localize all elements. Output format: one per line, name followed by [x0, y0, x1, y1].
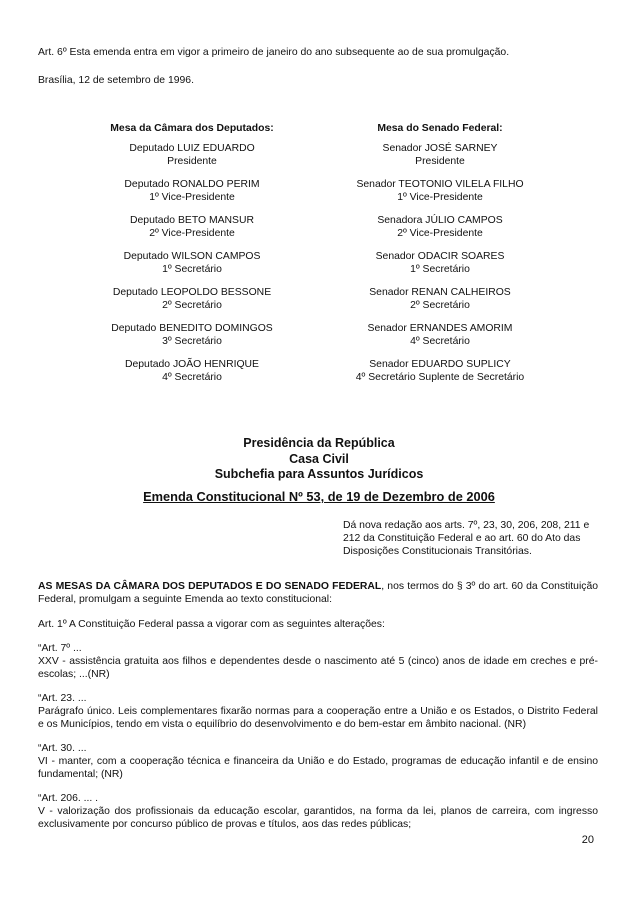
- art206-block: [38, 792, 598, 831]
- article-head: “Art. 23. ...: [38, 693, 87, 704]
- mesa-camara-title: Mesa da Câmara dos Deputados:: [110, 123, 274, 134]
- article-head: “Art. 7º ...: [38, 643, 82, 654]
- preamble-rest: , nos termos do § 3º do art. 60 da Constituição Federal, promulgam a seguinte Emenda ao texto constitucional:: [38, 581, 599, 605]
- signer-role: 1º Vice-Presidente: [149, 192, 235, 203]
- article-body: VI - manter, com a cooperação técnica e financeira da União e do Estado, programas de educação infantil e de ensino fundamental; (NR): [38, 756, 598, 780]
- signer-entry: [92, 358, 292, 384]
- issuer-header: [0, 436, 638, 483]
- signer-role: Presidente: [415, 156, 465, 167]
- signer-role: 4º Secretário: [410, 336, 470, 347]
- page-number: 20: [581, 834, 594, 846]
- article-head: “Art. 206. ... .: [38, 793, 99, 804]
- signer-name: Deputado BETO MANSUR: [130, 215, 254, 226]
- signer-name: Senador RENAN CALHEIROS: [369, 287, 511, 298]
- signer-entry: [92, 142, 292, 168]
- signer-name: Deputado BENEDITO DOMINGOS: [111, 323, 273, 334]
- place-date: Brasília, 12 de setembro de 1996.: [38, 75, 194, 86]
- signer-name: Senador JOSÉ SARNEY: [382, 143, 498, 154]
- signer-role: 1º Secretário: [410, 264, 470, 275]
- signer-role: 3º Secretário: [162, 336, 222, 347]
- mesa-camara: [92, 122, 292, 384]
- article-head: “Art. 30. ...: [38, 743, 87, 754]
- art6-text: Art. 6º Esta emenda entra em vigor a primeiro de janeiro do ano subsequente ao de sua promulgação.: [38, 47, 510, 58]
- art30-block: [38, 742, 598, 781]
- signer-entry: [330, 214, 550, 240]
- signer-name: Senadora JÚLIO CAMPOS: [377, 215, 503, 226]
- signer-name: Deputado JOÃO HENRIQUE: [125, 359, 259, 370]
- signer-name: Deputado LUIZ EDUARDO: [129, 143, 255, 154]
- issuer-line: Presidência da República: [243, 436, 395, 450]
- ementa-line: 212 da Constituição Federal e ao art. 60 do Ato das: [343, 533, 581, 545]
- emenda-title: Emenda Constitucional Nº 53, de 19 de Dezembro de 2006: [143, 489, 495, 504]
- preamble: [38, 580, 598, 606]
- signer-entry: [330, 286, 550, 312]
- ementa: [343, 519, 605, 559]
- signer-entry: [330, 142, 550, 168]
- signer-role: 2º Vice-Presidente: [397, 228, 483, 239]
- signer-name: Senador EDUARDO SUPLICY: [369, 359, 511, 370]
- art7-block: [38, 642, 598, 681]
- mesa-senado: [330, 122, 550, 384]
- signer-name: Senador ERNANDES AMORIM: [367, 323, 513, 334]
- article-body: Parágrafo único. Leis complementares fixarão normas para a cooperação entre a União e os Estados, o Distrito Federal e os Municípios, tendo em vista o equilíbrio do desenvolvimento e do bem-estar em âmbito nacional. (NR): [38, 706, 598, 730]
- issuer-line: Casa Civil: [289, 451, 349, 466]
- art1-text: Art. 1º A Constituição Federal passa a vigorar com as seguintes alterações:: [38, 619, 385, 630]
- signer-role: 2º Secretário: [410, 300, 470, 311]
- signer-name: Deputado WILSON CAMPOS: [123, 251, 261, 262]
- signer-role: 2º Vice-Presidente: [149, 228, 235, 239]
- issuer-line: Subchefia para Assuntos Jurídicos: [214, 467, 424, 481]
- signer-name: Senador TEOTONIO VILELA FILHO: [356, 179, 524, 190]
- signer-entry: [92, 286, 292, 312]
- ementa-line: Disposições Constitucionais Transitórias.: [343, 546, 532, 558]
- signer-name: Deputado RONALDO PERIM: [124, 179, 260, 190]
- art23-block: [38, 692, 598, 731]
- signer-role: Presidente: [167, 156, 217, 167]
- signer-entry: [330, 322, 550, 348]
- signer-role: 4º Secretário: [162, 372, 222, 383]
- signer-entry: [92, 214, 292, 240]
- signer-entry: [330, 178, 550, 204]
- signer-role: 4º Secretário Suplente de Secretário: [355, 372, 525, 383]
- signer-entry: [330, 358, 550, 384]
- article-body: XXV - assistência gratuita aos filhos e dependentes desde o nascimento até 5 (cinco) anos de idade em creches e pré-escolas; ...(NR): [38, 656, 598, 680]
- article-body: V - valorização dos profissionais da educação escolar, garantidos, na forma da lei, planos de carreira, com ingresso exclusivamente por concurso público de provas e títulos, aos das redes públicas;: [38, 806, 598, 830]
- signer-name: Senador ODACIR SOARES: [375, 251, 505, 262]
- signer-entry: [92, 322, 292, 348]
- signer-role: 1º Vice-Presidente: [397, 192, 483, 203]
- signer-name: Deputado LEOPOLDO BESSONE: [112, 287, 272, 298]
- signer-role: 2º Secretário: [162, 300, 222, 311]
- signer-entry: [92, 250, 292, 276]
- signer-entry: [92, 178, 292, 204]
- signer-role: 1º Secretário: [162, 264, 222, 275]
- ementa-line: Dá nova redação aos arts. 7º, 23, 30, 206, 208, 211 e: [343, 520, 590, 531]
- preamble-bold: AS MESAS DA CÂMARA DOS DEPUTADOS E DO SENADO FEDERAL: [38, 581, 382, 592]
- signer-entry: [330, 250, 550, 276]
- mesa-senado-title: Mesa do Senado Federal:: [377, 123, 503, 134]
